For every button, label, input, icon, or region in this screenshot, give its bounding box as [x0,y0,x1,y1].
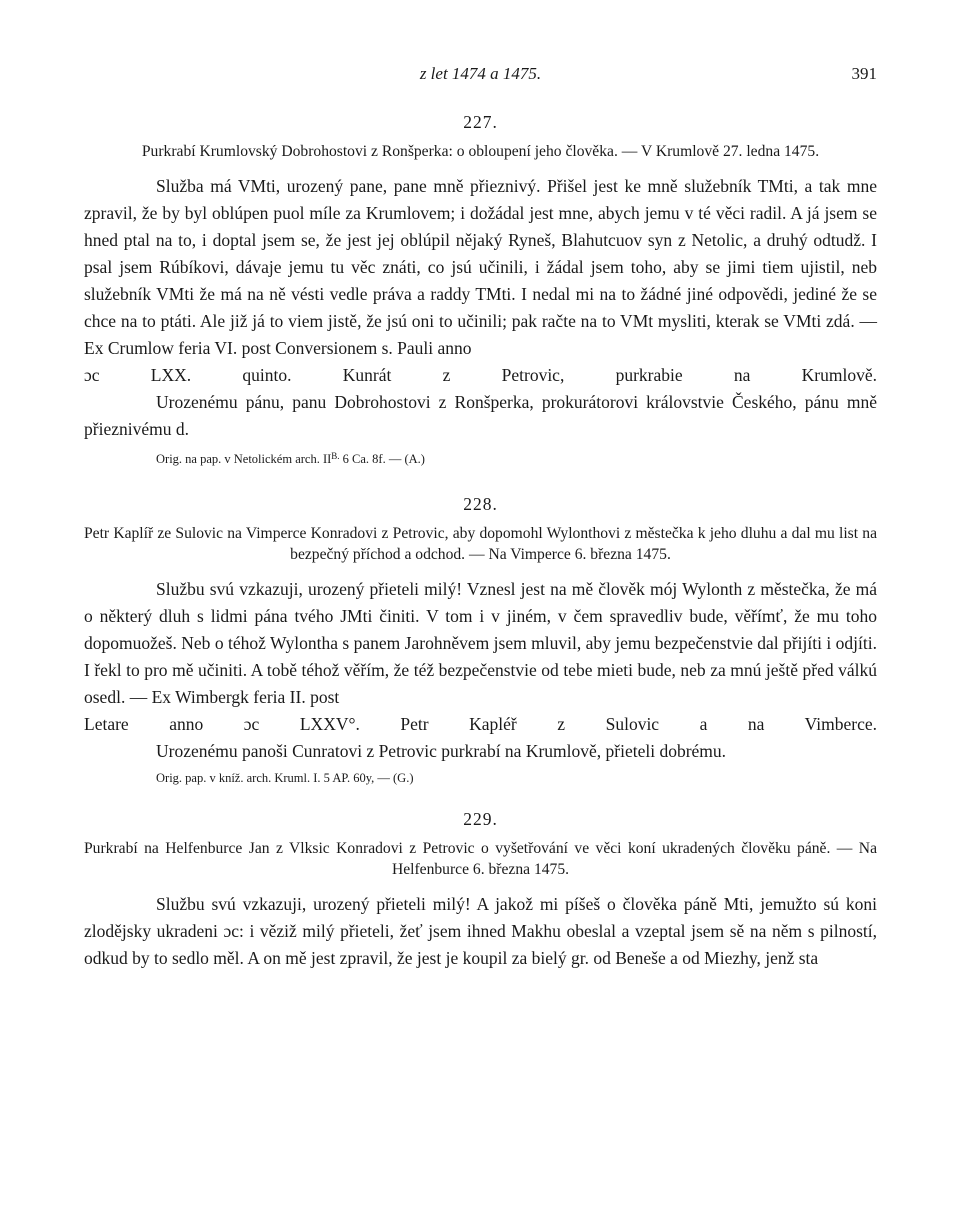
body-paragraph: Služba má VMti, urozený pane, pane mně přieznivý. Přišel jest ke mně služebník TMti, a tak mne zpravil, že by byl oblúpen puol míle za Krumlovem; i dožádal jest mne, abych jemu v té věci radil. A já jsem se hned ptal na to, i doptal jsem se, že jest jej oblúpil nějaký Ryneš, Blahutcuov syn z Netolic, a druhý odtudž. I psal jsem Rúbíkovi, dávaje jemu tu věc znáti, co jsú učinili, i žádal jsem toho, aby se jimi tiem ujistil, neb služebník VMti že má na ně vésti vedle práva a raddy TMti. I nedal mi na to žádné jiné odpovědi, jediné že se chce na to ptáti. Ale již já to viem jistě, že jsú oni to učinili; pak račte na to VMt mysliti, kterak se VMti zdá. — Ex Crumlow feria VI. post Conversionem s. Pauli anno [84,176,877,358]
page-number: 391 [851,64,877,83]
document-entry-229 [84,809,877,972]
document-number: 228. [463,494,498,514]
running-header [84,64,877,88]
body-paragraph: Službu svú vzkazuji, urozený přieteli milý! A jakož mi píšeš o člověka páně Mti, jemužto sú koni zlodějsky ukradeni ɔc: i věziž milý přieteli, žeť jsem ihned Makhu obeslal a vzeptal jsem sě na něm s pilností, odkud by to sedlo měl. A on mě jest zpravil, že jest je koupil za bielý gr. od Beneše a od Miezhy, jenž sta [84,894,877,968]
document-number: 227. [463,112,498,132]
document-entry-227 [84,112,877,468]
page-content [84,112,877,998]
document-body [84,173,877,443]
running-title: z let 1474 a 1475. [419,64,542,83]
signature-line: ɔc LXX. quinto. Kunrát z Petrovic, purkrabie na Krumlově. [84,365,877,385]
document-body [84,891,877,972]
document-regest: Purkrabí Krumlovský Dobrohostovi z Ronšperka: o obloupení jeho člověka. — V Krumlově 27. ledna 1475. [141,143,820,160]
source-note: Orig. pap. v kníž. arch. Kruml. I. 5 AP. 60y, — (G.) [156,771,414,785]
document-regest: Purkrabí na Helfenburce Jan z Vlksic Konradovi z Petrovic o vyšetřování ve věci koní ukradených člověku páně. — Na Helfenburce 6. března 1475. [84,840,877,878]
source-note: Orig. na pap. v Netolickém arch. $II^{B.}$ 6 Ca. 8f. — (A.) [156,451,425,466]
document-body [84,576,877,765]
address-line: Urozenému panoši Cunratovi z Petrovic purkrabí na Krumlově, přieteli dobrému. [156,741,727,761]
document-number: 229. [463,809,498,829]
signature-line: Letare anno ɔc LXXV°. Petr Kapléř z Sulovic a na Vimberce. [84,714,877,734]
document-entry-228 [84,494,877,787]
address-line: Urozenému pánu, panu Dobrohostovi z Ronšperka, prokurátorovi královstvie Českého, pánu mně přieznivému d. [84,392,877,439]
body-paragraph: Službu svú vzkazuji, urozený přieteli milý! Vznesl jest na mě člověk mój Wylonth z městečka, že má o některý dluh s lidmi pána tvého JMti činiti. V tom i v jiném, v čem spravedliv bude, věřímť, že mu toho dopomuožeš. Neb o téhož Wylontha s panem Jarohněvem jsem mluvil, aby jemu bezpečenstvie dal přijíti i odjíti. I řekl to pro mě učiniti. A tobě téhož věřím, že též bezpečenstvie od tebe mieti bude, neb za mnú ještě před válkú osedl. — Ex Wimbergk feria II. post [84,579,877,707]
document-regest: Petr Kaplíř ze Sulovic na Vimperce Konradovi z Petrovic, aby dopomohl Wylonthovi z městečka k jeho dluhu a dal mu list na bezpečný příchod a odchod. — Na Vimperce 6. března 1475. [84,525,877,563]
